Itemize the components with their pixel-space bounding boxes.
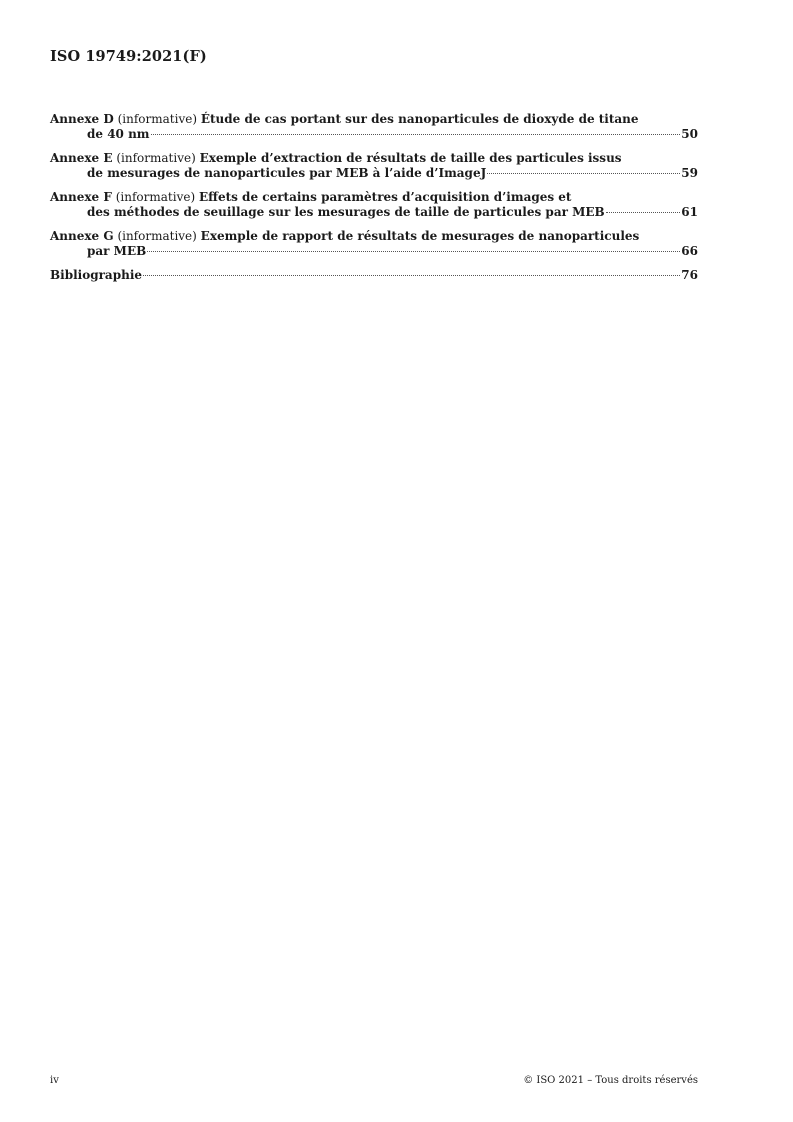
footer-copyright: © ISO 2021 – Tous droits réservés xyxy=(523,1075,698,1086)
annex-label: Annexe E xyxy=(50,151,113,165)
annex-title-line1: Exemple d’extraction de résultats de taille des particules issus xyxy=(199,151,622,165)
annex-kind: (informative) xyxy=(117,112,198,126)
toc-entry-bibliography[interactable] xyxy=(50,268,698,283)
annex-kind: (informative) xyxy=(116,151,196,165)
annex-title-line1: Effets de certains paramètres d’acquisition d’images et xyxy=(198,190,572,204)
annex-title-line2: par MEB xyxy=(87,244,147,258)
annex-title-line1: Exemple de rapport de résultats de mesurages de nanoparticules xyxy=(200,229,640,243)
dot-leader xyxy=(147,251,680,252)
page-number: 50 xyxy=(681,127,698,141)
annex-kind: (informative) xyxy=(115,190,196,204)
table-of-contents xyxy=(50,112,698,283)
annex-label: Annexe F xyxy=(50,190,112,204)
toc-entry-annex-f[interactable] xyxy=(50,190,698,220)
dot-leader xyxy=(606,212,681,213)
annex-title-line2: des méthodes de seuillage sur les mesurages de taille de particules par MEB xyxy=(87,205,605,219)
footer-page-number: iv xyxy=(50,1075,59,1086)
bibliography-label: Bibliographie xyxy=(50,268,143,282)
toc-entry-annex-e[interactable] xyxy=(50,151,698,181)
page-number: 66 xyxy=(681,244,698,258)
annex-title-line2: de 40 nm xyxy=(87,127,150,141)
annex-label: Annexe D xyxy=(50,112,114,126)
page-number: 59 xyxy=(681,166,698,180)
annex-label: Annexe G xyxy=(50,229,114,243)
toc-entry-annex-d[interactable] xyxy=(50,112,698,142)
annex-kind: (informative) xyxy=(117,229,197,243)
annex-title-line2: de mesurages de nanoparticules par MEB à l’aide d’ImageJ xyxy=(87,166,487,180)
page-footer xyxy=(50,1075,698,1086)
dot-leader xyxy=(143,275,680,276)
toc-entry-annex-g[interactable] xyxy=(50,229,698,259)
dot-leader xyxy=(151,134,681,135)
annex-title-line1: Étude de cas portant sur des nanoparticules de dioxyde de titane xyxy=(200,112,639,126)
document-header: ISO 19749:2021(F) xyxy=(50,48,207,65)
page-number: 61 xyxy=(681,205,698,219)
page-number: 76 xyxy=(681,268,698,282)
dot-leader xyxy=(487,173,680,174)
